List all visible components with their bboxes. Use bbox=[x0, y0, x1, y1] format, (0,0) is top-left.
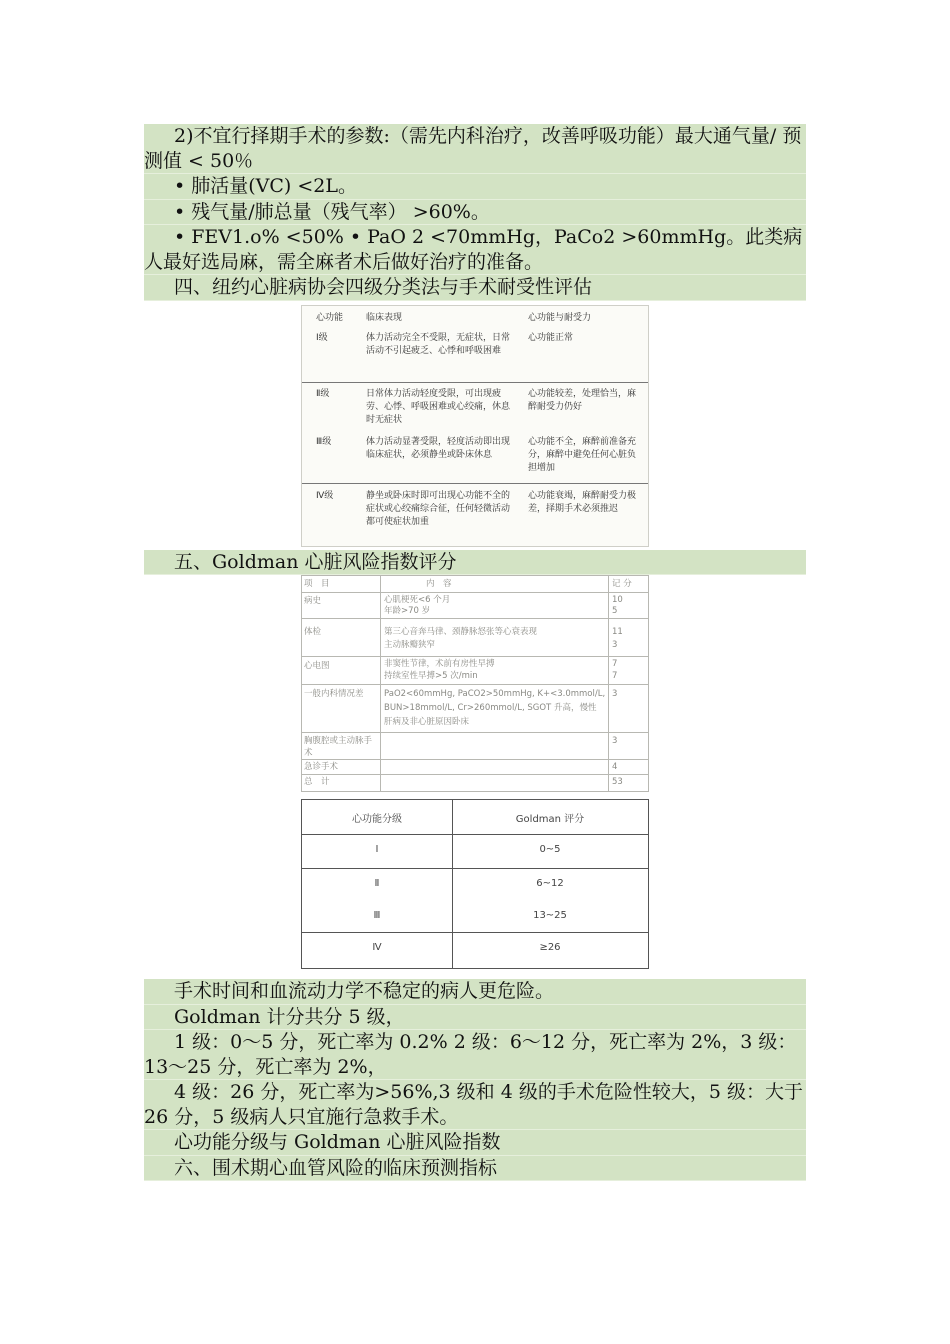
paragraph-heart-function-goldman: 心功能分级与 Goldman 心脏风险指数 bbox=[144, 1130, 806, 1156]
grade-header-score: Goldman 评分 bbox=[515, 814, 585, 825]
goldman-row-divider bbox=[302, 684, 648, 685]
goldman-row-content: 肝病及非心脏原因卧床 bbox=[384, 717, 470, 727]
goldman-figures bbox=[144, 575, 806, 979]
nyha-row1-clinical: 体力活动完全不受限，无症状，日常活动不引起疲乏、心悸和呼吸困难 bbox=[366, 332, 511, 356]
heading-goldman: 五、Goldman 心脏风险指数评分 bbox=[144, 550, 806, 576]
paragraph-surgery-duration: 手术时间和血流动力学不稳定的病人更危险。 bbox=[144, 979, 806, 1005]
goldman-row-score: 3 bbox=[612, 689, 618, 699]
paragraph-goldman-levels: Goldman 计分共分 5 级， bbox=[144, 1005, 806, 1031]
nyha-row3-grade: Ⅲ级 bbox=[316, 436, 332, 447]
paragraph-vital-capacity: • 肺活量(VC) <2L。 bbox=[144, 174, 806, 200]
goldman-row-content: 年龄>70 岁 bbox=[384, 606, 431, 616]
goldman-row-item: 体检 bbox=[304, 627, 322, 637]
goldman-score-table bbox=[301, 575, 649, 792]
paragraph-surgery-params: 2)不宜行择期手术的参数:（需先内科治疗，改善呼吸功能）最大通气量/ 预测值 < 50％ bbox=[144, 124, 806, 174]
grade-row-score: 13~25 bbox=[533, 910, 567, 921]
grade-row-divider bbox=[302, 868, 648, 869]
goldman-row-item: 急诊手术 bbox=[304, 762, 339, 772]
goldman-row-item: 胸腹腔或主动脉手术 bbox=[304, 736, 373, 758]
grade-row-score: ≥26 bbox=[539, 942, 561, 953]
grade-table bbox=[301, 799, 649, 969]
goldman-row-score: 3 bbox=[612, 640, 618, 650]
nyha-header-tolerance: 心功能与耐受力 bbox=[528, 312, 592, 323]
paragraph-residual-ratio: • 残气量/肺总量（残气率） >60%。 bbox=[144, 200, 806, 226]
grade-row-level: Ⅳ bbox=[372, 942, 382, 953]
document-body bbox=[144, 124, 806, 1181]
goldman-row-content: 心肌梗死<6 个月 bbox=[384, 595, 451, 605]
goldman-row-item: 总 计 bbox=[304, 777, 330, 787]
goldman-row-score: 53 bbox=[612, 777, 623, 787]
grade-row-score: 0~5 bbox=[539, 844, 561, 855]
goldman-header-content: 内 容 bbox=[426, 579, 452, 589]
goldman-row-divider bbox=[302, 618, 648, 619]
goldman-row-score: 11 bbox=[612, 627, 623, 637]
nyha-row2-clinical: 日常体力活动轻度受限，可出现疲劳、心悸、呼吸困难或心绞痛，休息时无症状 bbox=[366, 388, 511, 425]
nyha-row2-tolerance: 心功能较差，处理恰当，麻醉耐受力仍好 bbox=[528, 388, 637, 412]
goldman-row-content: 第三心音奔马律、颈静脉怒张等心衰表现 bbox=[384, 627, 538, 637]
goldman-header-score: 记 分 bbox=[612, 579, 632, 589]
goldman-row-divider bbox=[302, 656, 648, 657]
goldman-row-score: 7 bbox=[612, 671, 618, 681]
paragraph-levels-1-3: 1 级：0～5 分，死亡率为 0.2% 2 级：6～12 分，死亡率为 2%，3 级：13～25 分，死亡率为 2%， bbox=[144, 1030, 806, 1080]
paragraph-fev1: • FEV1.o% <50% • PaO 2 <70mmHg，PaCo2 >60mmHg。此类病人最好选局麻，需全麻者术后做好治疗的准备。 bbox=[144, 225, 806, 275]
goldman-row-divider bbox=[302, 774, 648, 775]
grade-row-level: Ⅰ bbox=[375, 844, 379, 855]
goldman-row-content: BUN>18mmol/L, Cr>260mmol/L, SGOT 升高，慢性 bbox=[384, 703, 597, 713]
goldman-row-content: 持续室性早搏>5 次/min bbox=[384, 671, 478, 681]
nyha-row3-clinical: 体力活动显著受限，轻度活动即出现临床症状，必须静坐或卧床休息 bbox=[366, 436, 511, 460]
goldman-row-score: 10 bbox=[612, 595, 623, 605]
goldman-row-item: 心电图 bbox=[304, 661, 330, 671]
goldman-row-score: 4 bbox=[612, 762, 618, 772]
goldman-row-score: 3 bbox=[612, 736, 618, 746]
nyha-row4-grade: Ⅳ级 bbox=[316, 490, 334, 501]
nyha-row2-grade: Ⅱ级 bbox=[316, 388, 330, 399]
nyha-header-clinical: 临床表现 bbox=[366, 312, 403, 323]
grade-row-divider bbox=[302, 932, 648, 933]
goldman-header-item: 项 目 bbox=[304, 579, 330, 589]
nyha-row4-tolerance: 心功能衰竭，麻醉耐受力极差，择期手术必须推迟 bbox=[528, 490, 637, 514]
goldman-row-divider bbox=[302, 732, 648, 733]
grade-row-score: 6~12 bbox=[536, 878, 564, 889]
heading-nyha: 四、纽约心脏病协会四级分类法与手术耐受性评估 bbox=[144, 275, 806, 301]
goldman-row-score: 7 bbox=[612, 659, 618, 669]
paragraph-levels-4-5: 4 级：26 分，死亡率为>56%,3 级和 4 级的手术危险性较大，5 级：大于 26 分，5 级病人只宜施行急救手术。 bbox=[144, 1080, 806, 1130]
goldman-row-score: 5 bbox=[612, 606, 618, 616]
goldman-row-content: 主动脉瓣狭窄 bbox=[384, 640, 436, 650]
goldman-row-item: 一般内科情况差 bbox=[304, 689, 364, 699]
goldman-row-divider bbox=[302, 759, 648, 760]
grade-row-divider bbox=[302, 834, 648, 835]
grade-row-level: Ⅱ bbox=[374, 878, 380, 889]
nyha-row1-tolerance: 心功能正常 bbox=[528, 332, 574, 343]
grade-row-level: Ⅲ bbox=[373, 910, 381, 921]
goldman-row-item: 病史 bbox=[304, 596, 322, 606]
grade-header-level: 心功能分级 bbox=[352, 814, 402, 825]
nyha-divider bbox=[302, 483, 648, 484]
goldman-row-divider bbox=[302, 592, 648, 593]
nyha-figure bbox=[144, 301, 806, 550]
heading-perioperative-predictors: 六、围术期心血管风险的临床预测指标 bbox=[144, 1156, 806, 1182]
goldman-row-content: 非窦性节律，术前有房性早搏 bbox=[384, 659, 495, 669]
nyha-header-grade: 心功能 bbox=[316, 312, 344, 323]
nyha-table bbox=[301, 305, 649, 547]
goldman-row-content: PaO2<60mmHg, PaCO2>50mmHg, K+<3.0mmol/L, bbox=[384, 689, 606, 699]
nyha-row3-tolerance: 心功能不全，麻醉前准备充分，麻醉中避免任何心脏负担增加 bbox=[528, 436, 637, 473]
nyha-row4-clinical: 静坐或卧床时即可出现心功能不全的症状或心绞痛综合征，任何轻微活动都可使症状加重 bbox=[366, 490, 511, 527]
nyha-row1-grade: Ⅰ级 bbox=[316, 332, 328, 343]
nyha-divider bbox=[302, 382, 648, 383]
